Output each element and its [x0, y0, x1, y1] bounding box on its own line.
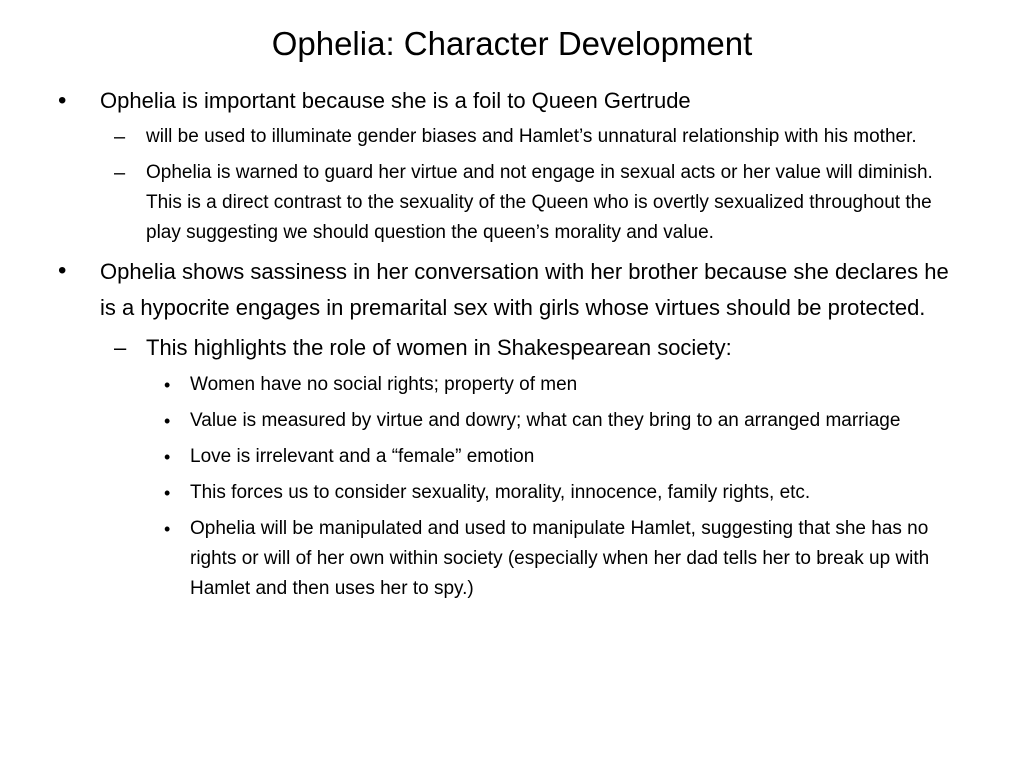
sub-sub-bullet-item — [0, 514, 1024, 604]
sub-bullet-item — [0, 158, 1024, 248]
slide-title: Ophelia: Character Development — [271, 25, 753, 62]
sub-bullet-text: Ophelia is warned to guard her virtue and not engage in sexual acts or her value will diminish. This is a direct contrast to the sexuality of the Queen who is overtly sexualized throughout the play suggesting we should question the queen’s morality and value. — [146, 162, 933, 243]
bullet-marker: • — [164, 483, 171, 503]
sub-sub-bullet-item — [0, 406, 1024, 436]
sub-sub-bullet-text: This forces us to consider sexuality, morality, innocence, family rights, etc. — [190, 482, 811, 503]
dash-marker: – — [114, 335, 127, 360]
bullet-marker: • — [164, 447, 171, 467]
bullet-marker: • — [164, 375, 171, 395]
sub-sub-bullet-item — [0, 478, 1024, 508]
sub-bullet-text: will be used to illuminate gender biases and Hamlet’s unnatural relationship with his mother. — [146, 126, 917, 147]
sub-sub-bullet-text: Value is measured by virtue and dowry; what can they bring to an arranged marriage — [190, 410, 901, 431]
slide-body — [0, 84, 1024, 604]
bullet-text: Ophelia shows sassiness in her conversation with her brother because she declares he is a hypocrite engages in premarital sex with girls whose virtues should be protected. — [100, 259, 949, 320]
sub-sub-bullet-item — [0, 442, 1024, 472]
dash-marker: – — [114, 126, 126, 148]
sub-sub-bullet-text: Women have no social rights; property of men — [190, 374, 578, 395]
bullet-marker: • — [164, 411, 171, 431]
sub-bullet-item — [0, 332, 1024, 364]
bullet-item — [0, 84, 1024, 118]
bullet-marker: • — [164, 519, 171, 539]
dash-marker: – — [114, 162, 126, 184]
sub-sub-bullet-text: Ophelia will be manipulated and used to manipulate Hamlet, suggesting that she has no rights or will of her own within society (especially when her dad tells her to break up with Hamlet and then uses her to spy.) — [190, 518, 930, 599]
sub-bullet-item — [0, 122, 1024, 152]
bullet-marker: • — [58, 257, 67, 284]
sub-sub-bullet-item — [0, 370, 1024, 400]
bullet-marker: • — [58, 87, 67, 114]
sub-sub-bullet-text: Love is irrelevant and a “female” emotion — [190, 446, 535, 467]
bullet-text: Ophelia is important because she is a foil to Queen Gertrude — [100, 88, 691, 113]
bullet-item — [0, 254, 1024, 326]
sub-bullet-text: This highlights the role of women in Shakespearean society: — [146, 335, 732, 360]
